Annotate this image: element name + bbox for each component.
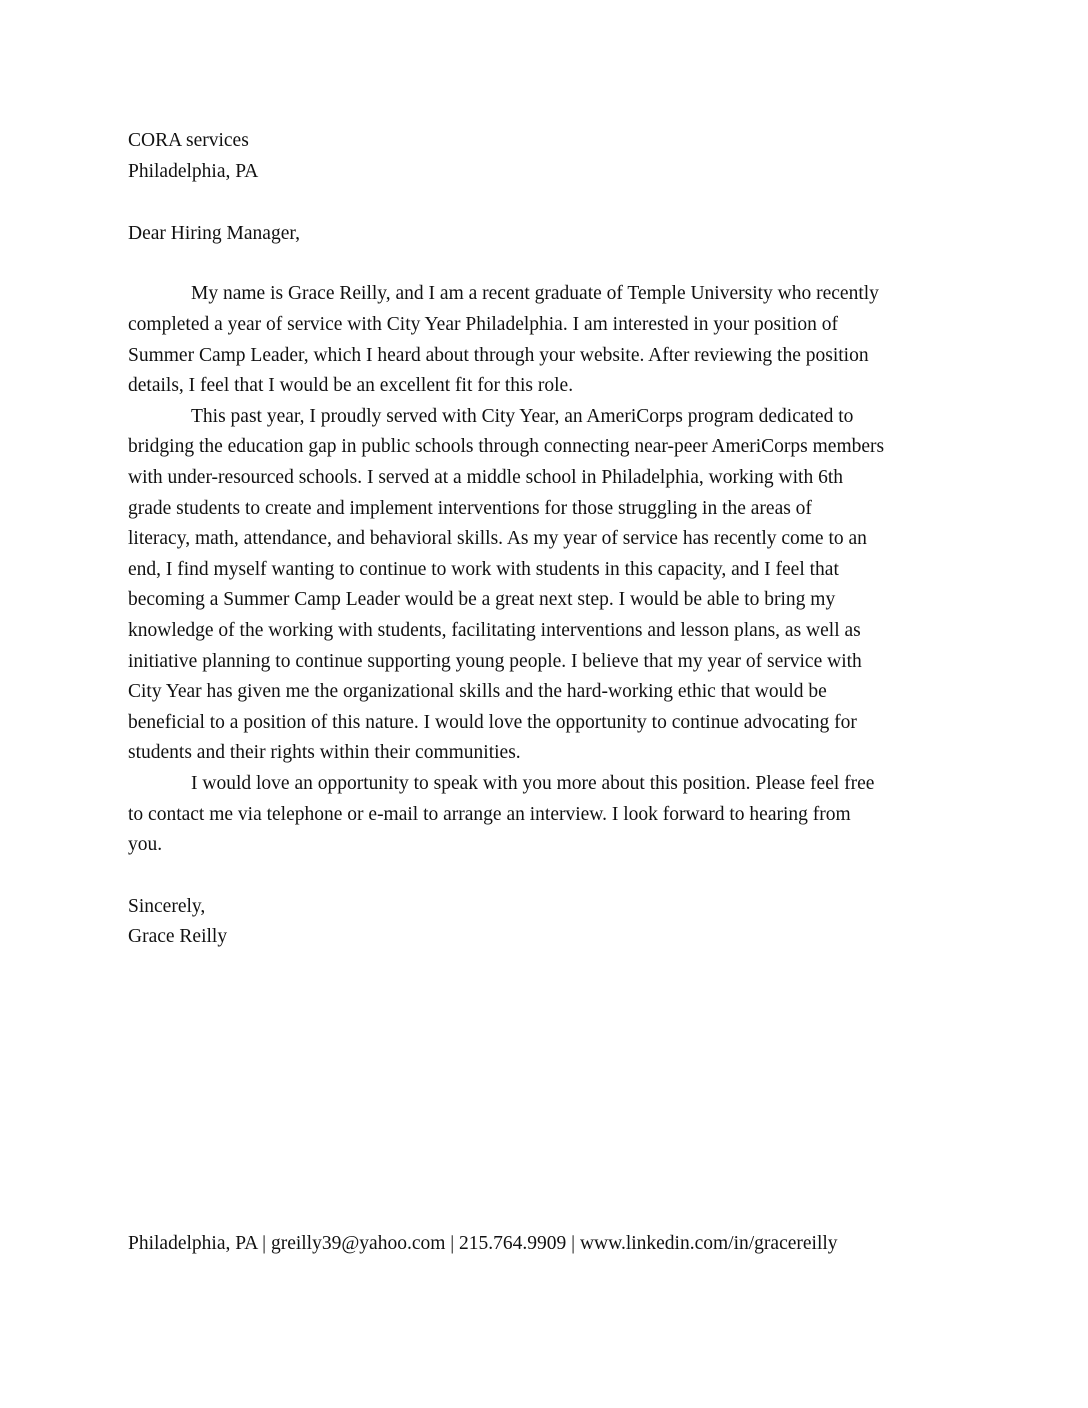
- letter-page: [128, 0, 968, 1408]
- paragraph-line: completed a year of service with City Year Philadelphia. I am interested in your position of: [128, 314, 838, 335]
- paragraph-line: knowledge of the working with students, facilitating interventions and lesson plans, as well as: [128, 620, 861, 641]
- paragraph-line: beneficial to a position of this nature. I would love the opportunity to continue advocating for: [128, 712, 857, 733]
- salutation: Dear Hiring Manager,: [128, 223, 300, 244]
- recipient-organization: CORA services: [128, 130, 249, 151]
- paragraph-line: to contact me via telephone or e-mail to arrange an interview. I look forward to hearing from: [128, 804, 851, 825]
- paragraph-line: bridging the education gap in public schools through connecting near-peer AmeriCorps members: [128, 436, 885, 457]
- paragraph-line: students and their rights within their communities.: [128, 742, 521, 763]
- paragraph-line: initiative planning to continue supporting young people. I believe that my year of service with: [128, 651, 862, 672]
- paragraph-line: I would love an opportunity to speak with you more about this position. Please feel free: [191, 773, 875, 794]
- paragraph-line: City Year has given me the organizational skills and the hard-working ethic that would be: [128, 681, 827, 702]
- paragraph-line: details, I feel that I would be an excellent fit for this role.: [128, 375, 574, 396]
- signature-name: Grace Reilly: [128, 926, 228, 947]
- paragraph-line: you.: [128, 834, 163, 855]
- paragraph-line: with under-resourced schools. I served at a middle school in Philadelphia, working with 6th: [128, 467, 843, 488]
- footer-contact-info: Philadelphia, PA | greilly39@yahoo.com | 215.764.9909 | www.linkedin.com/in/gracereilly: [128, 1233, 838, 1254]
- paragraph-line: This past year, I proudly served with City Year, an AmeriCorps program dedicated to: [191, 406, 854, 427]
- recipient-location: Philadelphia, PA: [128, 161, 259, 182]
- paragraph-line: Summer Camp Leader, which I heard about through your website. After reviewing the position: [128, 345, 869, 366]
- paragraph-line: grade students to create and implement interventions for those struggling in the areas of: [128, 498, 812, 519]
- paragraph-line: end, I find myself wanting to continue to work with students in this capacity, and I feel that: [128, 559, 839, 580]
- paragraph-line: literacy, math, attendance, and behavioral skills. As my year of service has recently come to an: [128, 528, 867, 549]
- closing: Sincerely,: [128, 896, 206, 917]
- paragraph-line: becoming a Summer Camp Leader would be a great next step. I would be able to bring my: [128, 589, 836, 610]
- paragraph-line: My name is Grace Reilly, and I am a recent graduate of Temple University who recently: [191, 283, 879, 304]
